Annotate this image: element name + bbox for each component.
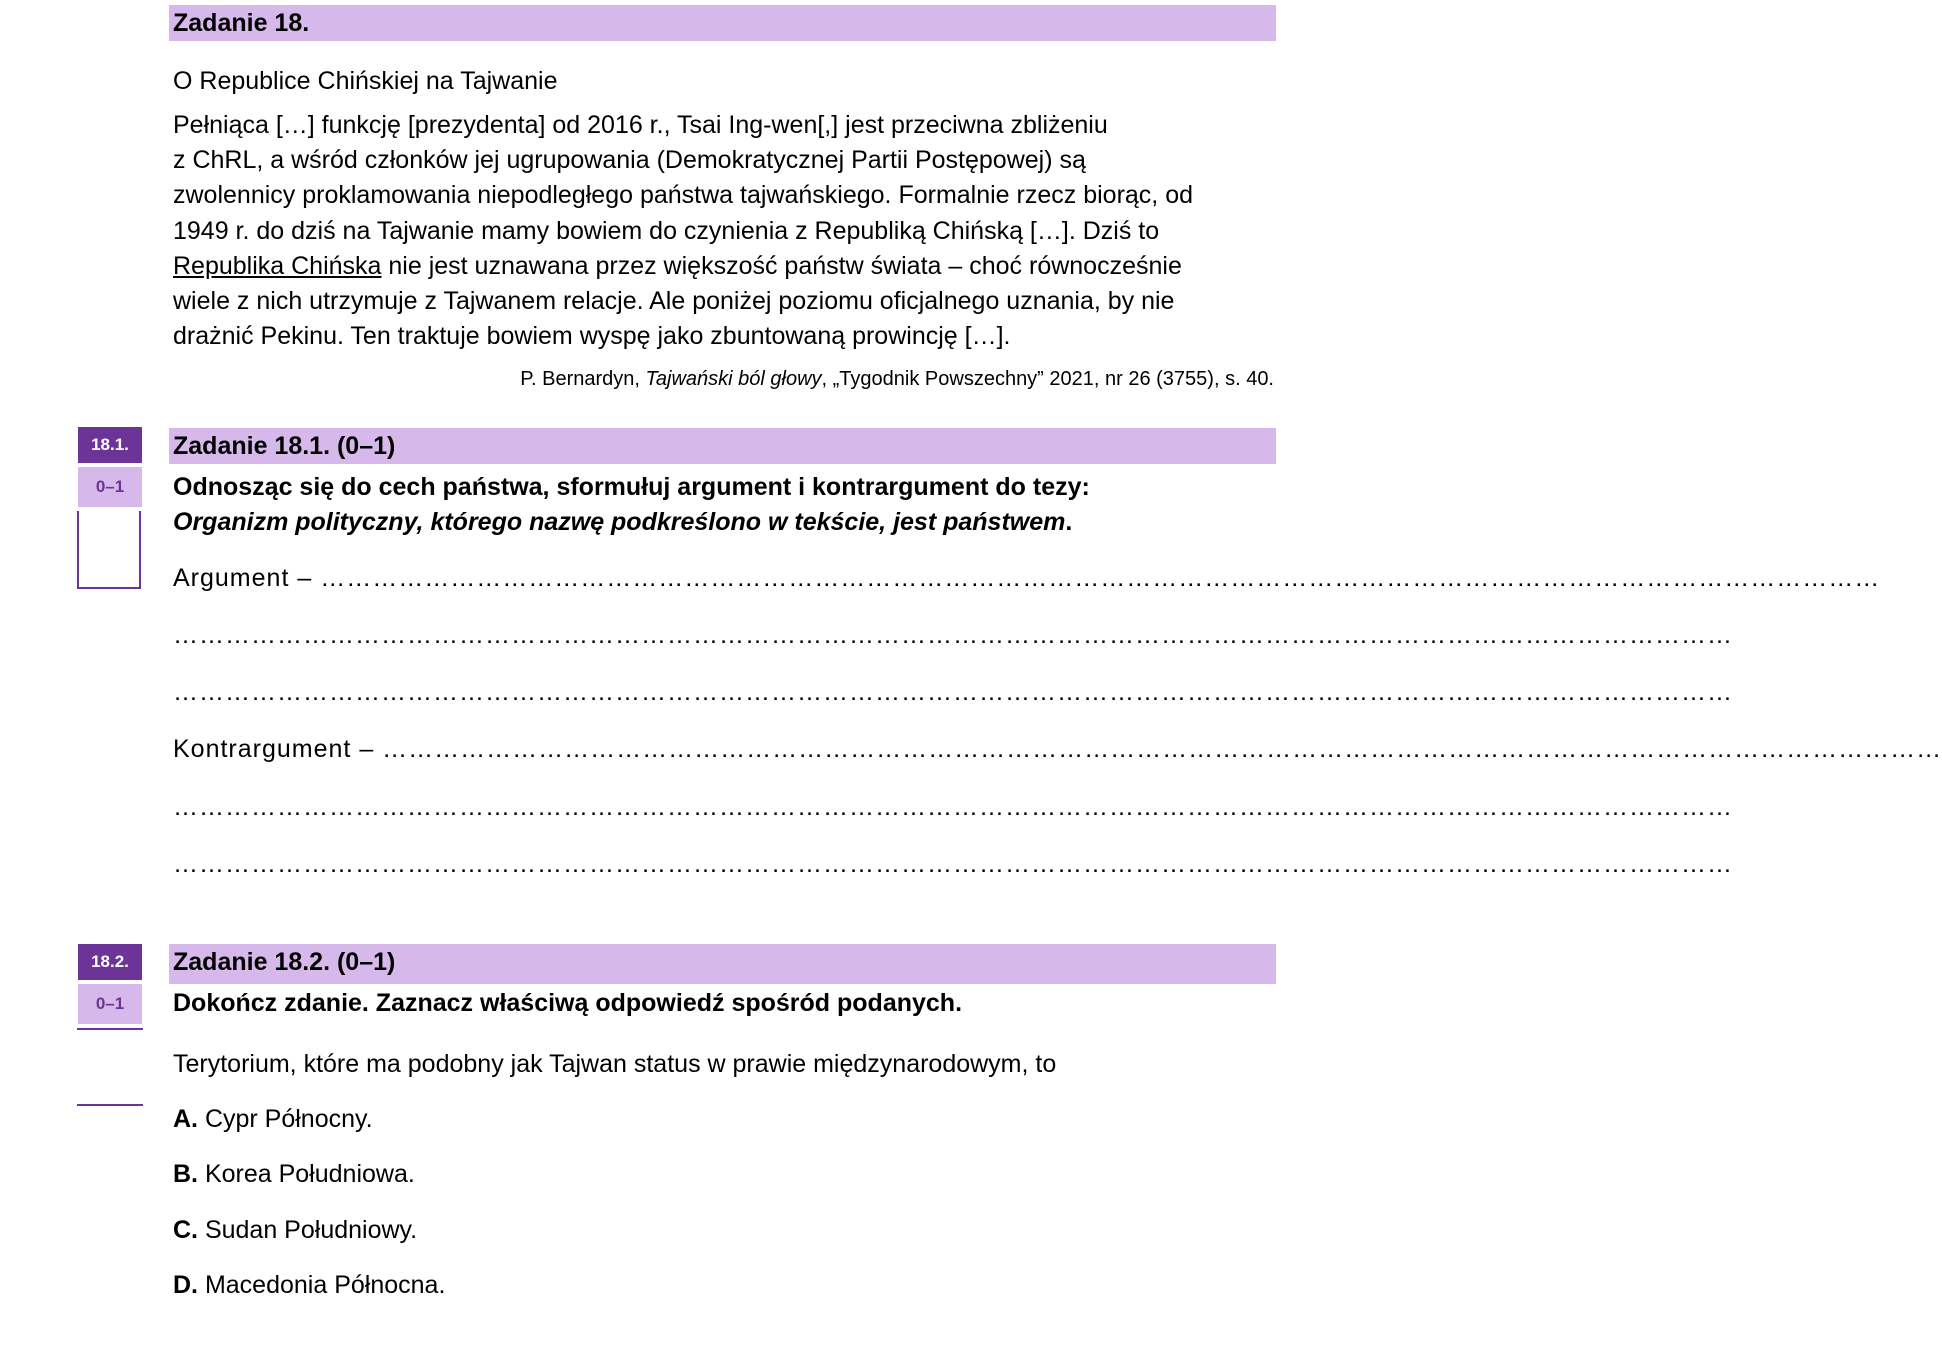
- instruction: Dokończ zdanie. Zaznacz właściwą odpowiedź spośród podanych.: [173, 989, 963, 1017]
- citation-rest: , „Tygodnik Powszechny” 2021, nr 26 (3755), s. 40.: [821, 368, 1274, 390]
- citation-author: P. Bernardyn,: [520, 368, 646, 390]
- argument-line[interactable]: [173, 563, 1881, 593]
- answer-dots: ………………………………………………………………………………………………………………………………………………………………: [382, 735, 1942, 763]
- passage-line: z ChRL, a wśród członków jej ugrupowania (Demokratycznej Partii Postępowej) są: [173, 146, 1086, 174]
- source-title: O Republice Chińskiej na Tajwanie: [173, 67, 558, 95]
- passage-line: wiele z nich utrzymuje z Tajwanem relacje. Ale poniżej poziomu oficjalnego uznania, by nie: [173, 287, 1175, 315]
- score-box-bottom: [77, 1028, 143, 1030]
- option-b[interactable]: [173, 1157, 415, 1192]
- passage-line: Pełniąca […] funkcję [prezydenta] od 2016 r., Tsai Ing-wen[,] jest przeciwna zbliżeniu: [173, 111, 1108, 139]
- answer-line[interactable]: ………………………………………………………………………………………………………………………………………………………………: [173, 621, 1733, 649]
- passage-text: nie jest uznawana przez większość państw świata – choć równocześnie: [381, 252, 1182, 280]
- option-text: Macedonia Północna.: [198, 1271, 446, 1299]
- answer-line[interactable]: ………………………………………………………………………………………………………………………………………………………………: [173, 793, 1733, 821]
- subtask-header: Zadanie 18.1. (0–1): [169, 428, 1276, 464]
- score-divider: [77, 1104, 143, 1106]
- option-letter: A.: [173, 1105, 198, 1133]
- option-letter: D.: [173, 1271, 198, 1299]
- counterargument-label: Kontrargument –: [173, 735, 383, 763]
- argument-label: Argument –: [173, 564, 321, 592]
- option-letter: C.: [173, 1216, 198, 1244]
- points-badge: 0–1: [78, 984, 142, 1024]
- thesis-text: Organizm polityczny, którego nazwę podkreślono w tekście, jest państwem: [173, 508, 1066, 536]
- answer-line[interactable]: ………………………………………………………………………………………………………………………………………………………………: [173, 678, 1733, 706]
- task-header: Zadanie 18.: [169, 5, 1276, 41]
- points-badge: 0–1: [78, 467, 142, 507]
- answer-dots: ………………………………………………………………………………………………………………………………………………………………: [320, 564, 1881, 592]
- citation-work: Tajwański ból głowy: [645, 368, 822, 390]
- subtask-header: Zadanie 18.2. (0–1): [169, 944, 1276, 984]
- thesis-end: .: [1065, 508, 1073, 536]
- option-text: Cypr Północny.: [198, 1105, 373, 1133]
- option-text: Sudan Południowy.: [198, 1216, 418, 1244]
- subtask-number-badge: 18.1.: [78, 427, 142, 463]
- score-box[interactable]: [77, 511, 141, 589]
- citation: [520, 368, 1274, 391]
- option-c[interactable]: [173, 1213, 417, 1248]
- passage-line: drażnić Pekinu. Ten traktuje bowiem wyspę jako zbuntowaną prowincję […].: [173, 322, 1011, 350]
- counterargument-line[interactable]: [173, 734, 1942, 764]
- passage-line: zwolennicy proklamowania niepodległego państwa tajwańskiego. Formalnie rzecz biorąc, od: [173, 181, 1193, 209]
- option-a[interactable]: [173, 1102, 373, 1137]
- underlined-term: Republika Chińska: [173, 252, 382, 280]
- subtask-number-badge: 18.2.: [78, 944, 142, 980]
- option-d[interactable]: [173, 1268, 445, 1303]
- instruction-thesis: [173, 505, 1072, 540]
- passage-line: [173, 249, 1182, 284]
- option-text: Korea Południowa.: [198, 1160, 415, 1188]
- question-stem: Terytorium, które ma podobny jak Tajwan status w prawie międzynarodowym, to: [173, 1050, 1057, 1078]
- instruction: Odnosząc się do cech państwa, sformułuj argument i kontrargument do tezy:: [173, 473, 1090, 501]
- answer-line[interactable]: ………………………………………………………………………………………………………………………………………………………………: [173, 850, 1733, 878]
- passage-line: 1949 r. do dziś na Tajwanie mamy bowiem do czynienia z Republiką Chińską […]. Dziś to: [173, 217, 1160, 245]
- option-letter: B.: [173, 1160, 198, 1188]
